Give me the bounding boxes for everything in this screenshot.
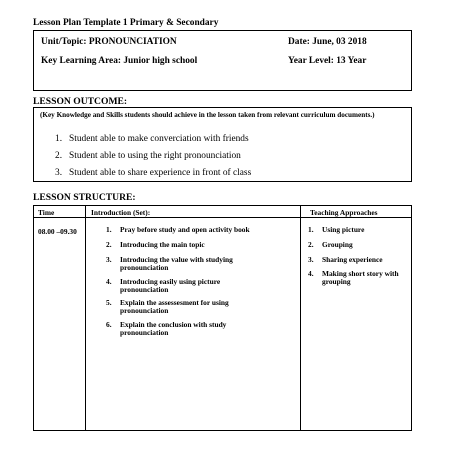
introduction-item xyxy=(106,226,296,234)
introduction-item xyxy=(106,256,256,273)
outcome-item-number: 1. xyxy=(55,134,63,144)
introduction-item-text: Introducing easily using picture pronounciation xyxy=(120,277,221,295)
key-learning-area: Key Learning Area: Junior high school xyxy=(41,56,198,66)
column-divider xyxy=(85,206,86,430)
outcome-item-text: Student able to share experience in front of class xyxy=(69,168,252,178)
unit-topic: Unit/Topic: PRONOUNCIATION xyxy=(41,37,177,47)
introduction-item xyxy=(106,321,256,338)
year-level: Year Level: 13 Year xyxy=(288,56,367,66)
introduction-item-number: 1. xyxy=(106,225,112,234)
approach-item-text: Sharing experience xyxy=(322,255,383,264)
approach-item-number: 3. xyxy=(308,255,314,264)
approach-item xyxy=(308,241,408,249)
introduction-item-number: 2. xyxy=(106,240,112,249)
introduction-item-text: Pray before study and open activity book xyxy=(120,225,250,234)
outcome-item-text: Student able to using the right pronounciation xyxy=(69,151,241,161)
lesson-outcome-box xyxy=(33,107,412,182)
header-divider xyxy=(34,217,411,218)
introduction-item-text: Introducing the main topic xyxy=(120,240,205,249)
approach-item-number: 4. xyxy=(308,269,314,278)
outcome-item-number: 3. xyxy=(55,168,63,178)
approach-item-number: 2. xyxy=(308,240,314,249)
introduction-item xyxy=(106,241,256,249)
introduction-item xyxy=(106,278,256,295)
approach-item xyxy=(308,256,408,264)
document-title: Lesson Plan Template 1 Primary & Secondary xyxy=(33,18,219,28)
introduction-item xyxy=(106,299,256,316)
introduction-item-number: 5. xyxy=(106,298,112,307)
approach-item-number: 1. xyxy=(308,225,314,234)
outcome-item xyxy=(55,168,251,178)
outcome-item xyxy=(55,151,241,161)
introduction-item-text: Introducing the value with studying pronounciation xyxy=(120,255,233,273)
lesson-outcome-heading: LESSON OUTCOME: xyxy=(33,96,128,107)
outcome-item xyxy=(55,134,249,144)
lesson-structure-heading: LESSON STRUCTURE: xyxy=(33,192,136,203)
introduction-item-number: 4. xyxy=(106,277,112,286)
approach-item-text: Making short story with grouping xyxy=(322,269,399,287)
introduction-item-number: 3. xyxy=(106,255,112,264)
approach-item-text: Grouping xyxy=(322,240,353,249)
approach-item-text: Using picture xyxy=(322,225,365,234)
introduction-item-text: Explain the assessesment for using pronounciation xyxy=(120,298,229,316)
introduction-item-number: 6. xyxy=(106,320,112,329)
outcome-item-number: 2. xyxy=(55,151,63,161)
column-header-teaching-approaches: Teaching Approaches xyxy=(310,208,378,217)
lesson-info-box xyxy=(33,30,412,91)
time-cell: 08.00 –09.30 xyxy=(38,227,77,236)
approach-item xyxy=(308,226,408,234)
introduction-item-text: Explain the conclusion with study pronounciation xyxy=(120,320,227,338)
outcome-note: (Key Knowledge and Skills students should achieve in the lesson taken from relevant curriculum documents.) xyxy=(40,111,375,119)
outcome-item-text: Student able to make converciation with friends xyxy=(69,134,249,144)
column-header-time: Time xyxy=(38,208,55,217)
lesson-structure-table xyxy=(33,205,412,431)
approach-item xyxy=(308,270,404,287)
column-header-introduction: Introduction (Set): xyxy=(91,208,151,217)
lesson-date: Date: June, 03 2018 xyxy=(288,37,367,47)
column-divider xyxy=(300,206,301,430)
